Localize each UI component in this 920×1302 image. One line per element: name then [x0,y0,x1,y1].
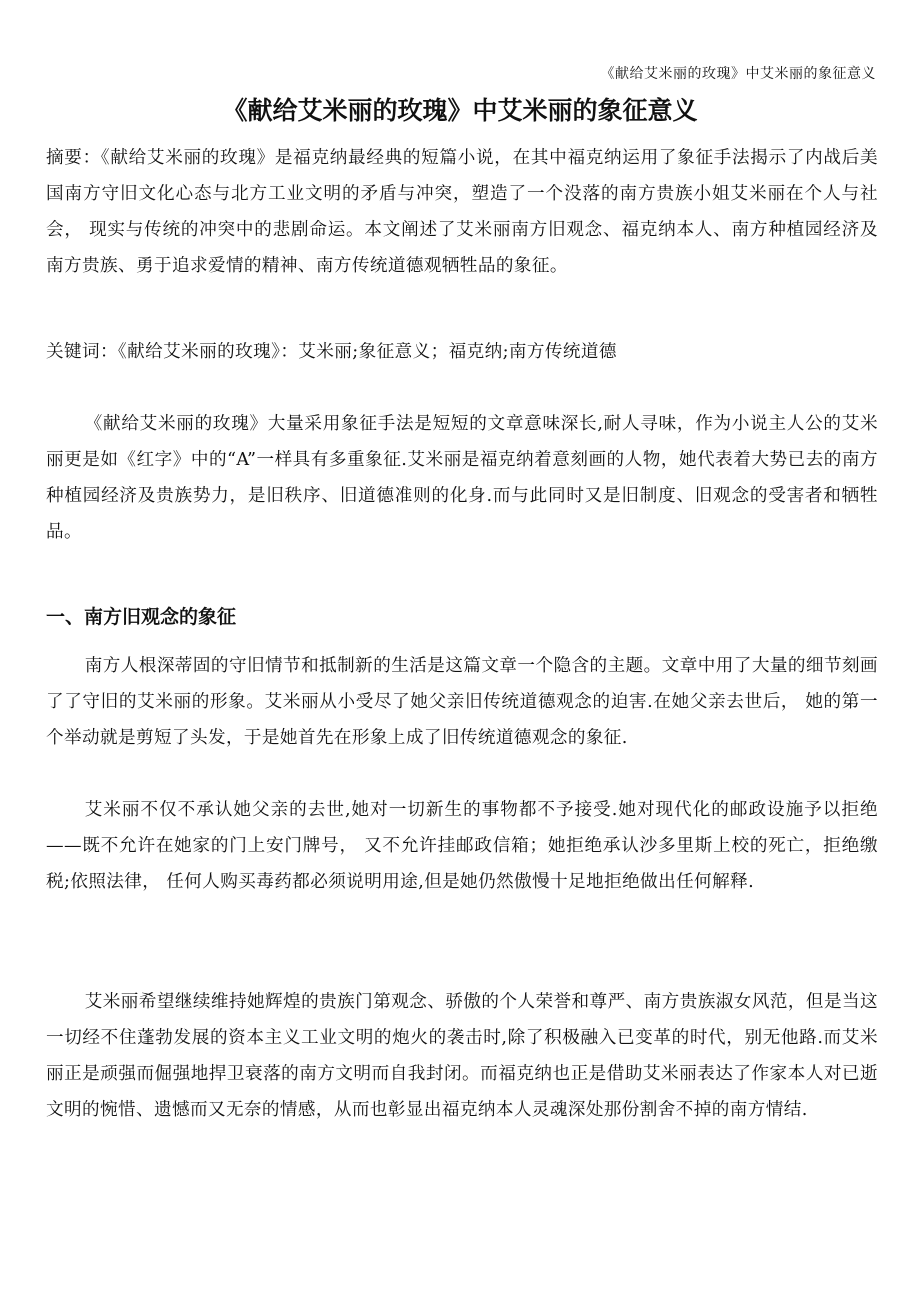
section-heading: 一、南方旧观念的象征 [46,606,237,628]
intro-paragraph: 《献给艾米丽的玫瑰》大量采用象征手法是短短的文章意味深长,耐人寻味，作为小说主人公的艾米丽更是如《红字》中的“A”一样具有多重象征.艾米丽是福克纳着意刻画的人物，她代表着大势已去的南方种植园经济及贵族势力，是旧秩序、旧道德准则的化身.而与此同时又是旧制度、旧观念的受害者和牺牲品。 [46,414,878,542]
abstract-paragraph: 摘要：《献给艾米丽的玫瑰》是福克纳最经典的短篇小说，在其中福克纳运用了象征手法揭示了内战后美国南方守旧文化心态与北方工业文明的矛盾与冲突，塑造了一个没落的南方贵族小姐艾米丽在个人与社会， 现实与传统的冲突中的悲剧命运。本文阐述了艾米丽南方旧观念、福克纳本人、南方种植园经济及南方贵族、勇于追求爱情的精神、南方传统道德观牺牲品的象征。 [46,148,878,276]
keywords-line: 关键词：《献给艾米丽的玫瑰》：艾米丽;象征意义；福克纳;南方传统道德 [46,342,617,362]
running-header: 《献给艾米丽的玫瑰》中艾米丽的象征意义 [600,66,876,82]
body-paragraph: 南方人根深蒂固的守旧情节和抵制新的生活是这篇文章一个隐含的主题。文章中用了大量的细节刻画了了守旧的艾米丽的形象。艾米丽从小受尽了她父亲旧传统道德观念的迫害.在她父亲去世后， 她的第一个举动就是剪短了头发，于是她首先在形象上成了旧传统道德观念的象征. [46,656,878,748]
document-title: 《献给艾米丽的玫瑰》中艾米丽的象征意义 [222,96,698,125]
body-paragraph: 艾米丽不仅不承认她父亲的去世,她对一切新生的事物都不予接受.她对现代化的邮政设施予以拒绝——既不允许在她家的门上安门牌号， 又不允许挂邮政信箱；她拒绝承认沙多里斯上校的死亡，拒绝缴税;依照法律， 任何人购买毒药都必须说明用途,但是她仍然傲慢十足地拒绝做出任何解释. [46,800,878,892]
body-paragraph: 艾米丽希望继续维持她辉煌的贵族门第观念、骄傲的个人荣誉和尊严、南方贵族淑女风范，但是当这一切经不住蓬勃发展的资本主义工业文明的炮火的袭击时,除了积极融入已变革的时代，别无他路.而艾米丽正是顽强而倔强地捍卫衰落的南方文明而自我封闭。而福克纳也正是借助艾米丽表达了作家本人对已逝文明的惋惜、遗憾而又无奈的情感，从而也彰显出福克纳本人灵魂深处那份割舍不掉的南方情结. [46,992,878,1120]
